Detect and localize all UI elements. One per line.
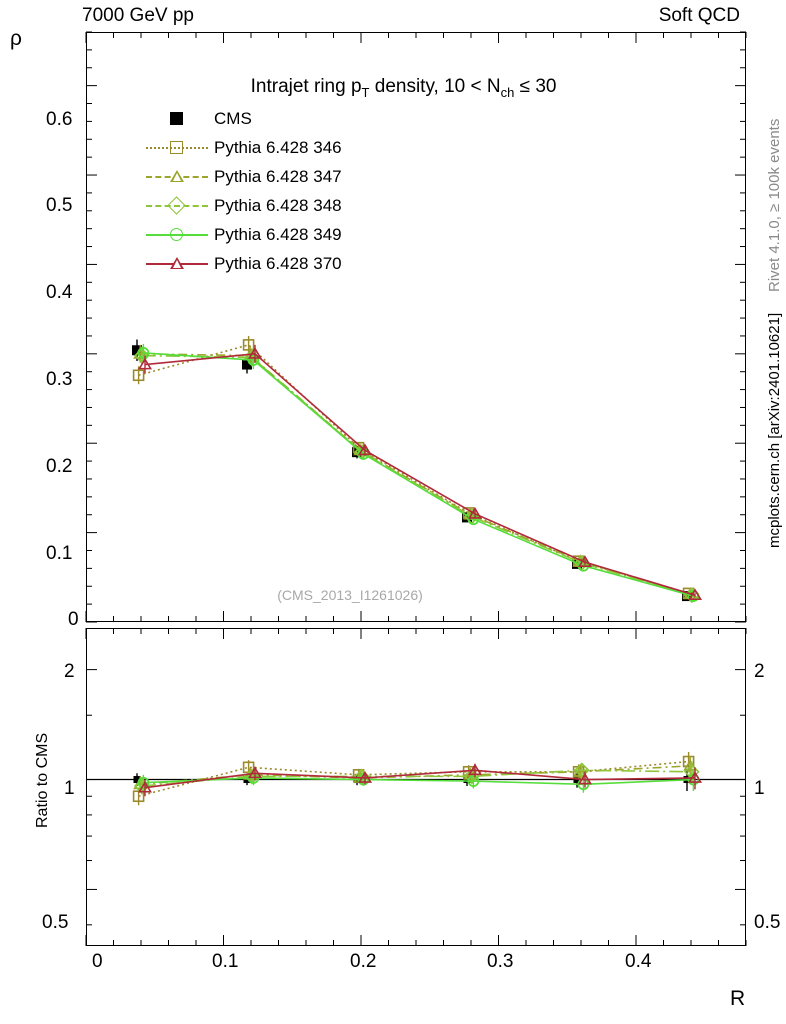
x-tick-label-0.4: 0.4 <box>625 951 652 972</box>
main-series-group <box>132 336 701 602</box>
y-axis-label: ρ <box>10 27 22 50</box>
ratio-y-tick-label-right-2: 2 <box>754 661 765 682</box>
y-tick-label-0.5: 0.5 <box>46 195 73 216</box>
header-beam-energy: 7000 GeV pp <box>82 5 194 26</box>
y-tick-label-0: 0 <box>68 609 79 630</box>
x-tick-label-0: 0 <box>92 951 103 972</box>
y-tick-label-0.1: 0.1 <box>46 543 73 564</box>
ratio-y-tick-label-right-1: 1 <box>754 778 765 799</box>
ratio-y-tick-label-2: 2 <box>64 661 75 682</box>
y-tick-label-0.4: 0.4 <box>46 282 73 303</box>
plot-title-mid: density, 10 < N <box>369 76 501 97</box>
header-process: Soft QCD <box>658 5 740 26</box>
ratio-y-axis-label: Ratio to CMS <box>34 732 51 828</box>
x-axis-label: R <box>730 987 746 1010</box>
legend-label-pythia-349: Pythia 6.428 349 <box>214 224 342 244</box>
legend-label-pythia-348: Pythia 6.428 348 <box>214 195 342 215</box>
ratio-y-tick-label-right-0.5: 0.5 <box>754 912 781 933</box>
series-line <box>140 354 690 594</box>
x-tick-label-0.2: 0.2 <box>350 951 377 972</box>
y-tick-label-0.3: 0.3 <box>46 369 73 390</box>
legend-label-pythia-347: Pythia 6.428 347 <box>214 166 342 186</box>
series-line <box>145 354 695 595</box>
series-line <box>139 345 689 594</box>
plot-title-sub-pt: T <box>361 84 370 100</box>
rivet-version-label: Rivet 4.1.0, ≥ 100k events <box>766 118 783 292</box>
y-tick-label-0.2: 0.2 <box>46 456 73 477</box>
legend-label-cms: CMS <box>214 108 252 128</box>
y-tick-label-0.6: 0.6 <box>46 109 73 130</box>
ratio-y-tick-label-0.5: 0.5 <box>42 912 69 933</box>
mcplots-arxiv-label: mcplots.cern.ch [arXiv:2401.10621] <box>766 312 783 548</box>
x-tick-label-0.1: 0.1 <box>212 951 239 972</box>
series-line <box>142 356 692 596</box>
plot-title-sub-nch: ch <box>500 84 515 100</box>
plot-title-post: ≤ 30 <box>514 76 557 97</box>
legend-label-pythia-370: Pythia 6.428 370 <box>214 253 342 273</box>
x-tick-label-0.3: 0.3 <box>487 951 514 972</box>
ratio-y-tick-label-1: 1 <box>64 778 75 799</box>
plot-title-pre: Intrajet ring p <box>250 76 362 97</box>
ratio-series-group <box>134 752 701 805</box>
legend-label-pythia-346: Pythia 6.428 346 <box>214 137 342 157</box>
analysis-id-watermark: (CMS_2013_I1261026) <box>277 587 423 603</box>
series-line <box>143 353 693 596</box>
